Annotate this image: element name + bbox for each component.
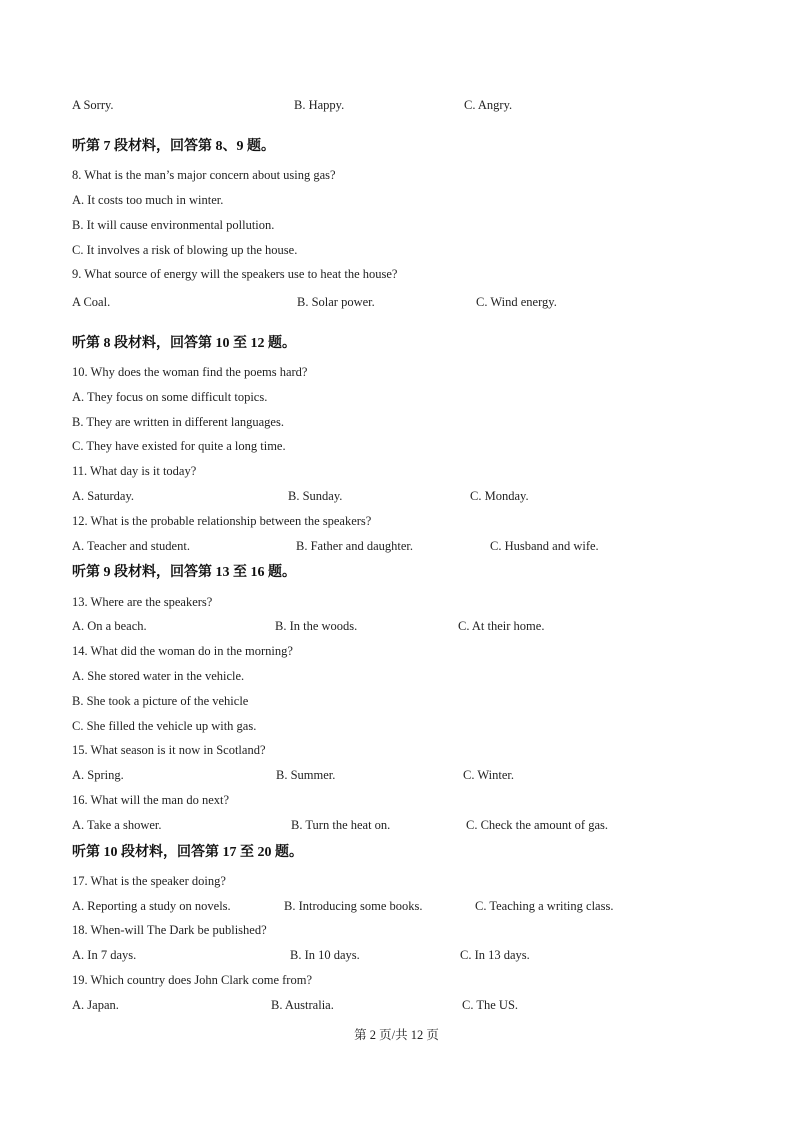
question-10: 10. Why does the woman find the poems hard? — [72, 365, 308, 379]
q8-option-c: C. It involves a risk of blowing up the house. — [72, 243, 298, 257]
q11-option-c: C. Monday. — [470, 489, 529, 503]
q13-option-c: C. At their home. — [458, 619, 545, 633]
q12-option-a: A. Teacher and student. — [72, 539, 190, 553]
q9-option-c: C. Wind energy. — [476, 295, 557, 309]
question-11: 11. What day is it today? — [72, 464, 197, 478]
q16-option-c: C. Check the amount of gas. — [466, 818, 608, 832]
question-18: 18. When-will The Dark be published? — [72, 923, 267, 937]
q14-option-b: B. She took a picture of the vehicle — [72, 694, 249, 708]
q19-option-c: C. The US. — [462, 998, 519, 1012]
q18-option-a: A. In 7 days. — [72, 948, 137, 962]
q17-option-a: A. Reporting a study on novels. — [72, 899, 231, 913]
q7-option-b: B. Happy. — [294, 98, 345, 112]
section-heading-7: 听第 7 段材料，回答第 8、9 题。 — [72, 139, 275, 154]
section-heading-9: 听第 9 段材料，回答第 13 至 16 题。 — [72, 565, 296, 580]
q12-option-c: C. Husband and wife. — [490, 539, 599, 553]
q7-option-a: A Sorry. — [72, 98, 114, 112]
q13-option-b: B. In the woods. — [275, 619, 358, 633]
q16-option-b: B. Turn the heat on. — [291, 818, 391, 832]
q17-option-c: C. Teaching a writing class. — [475, 899, 614, 913]
section-heading-10: 听第 10 段材料，回答第 17 至 20 题。 — [72, 845, 303, 860]
question-15: 15. What season is it now in Scotland? — [72, 743, 266, 757]
q11-option-b: B. Sunday. — [288, 489, 343, 503]
page-number-footer: 第 2 页/共 12 页 — [354, 1028, 439, 1042]
q7-option-c: C. Angry. — [464, 98, 513, 112]
q12-option-b: B. Father and daughter. — [296, 539, 413, 553]
question-16: 16. What will the man do next? — [72, 793, 230, 807]
q19-option-b: B. Australia. — [271, 998, 334, 1012]
q9-option-a: A Coal. — [72, 295, 111, 309]
q14-option-a: A. She stored water in the vehicle. — [72, 669, 245, 683]
question-8: 8. What is the man’s major concern about using gas? — [72, 168, 336, 182]
q10-option-a: A. They focus on some difficult topics. — [72, 390, 268, 404]
q9-option-b: B. Solar power. — [297, 295, 375, 309]
section-heading-8: 听第 8 段材料，回答第 10 至 12 题。 — [72, 336, 296, 351]
question-9: 9. What source of energy will the speakers use to heat the house? — [72, 267, 398, 281]
question-13: 13. Where are the speakers? — [72, 595, 213, 609]
q10-option-c: C. They have existed for quite a long time. — [72, 439, 286, 453]
q18-option-c: C. In 13 days. — [460, 948, 530, 962]
question-12: 12. What is the probable relationship between the speakers? — [72, 514, 372, 528]
q8-option-b: B. It will cause environmental pollution. — [72, 218, 275, 232]
question-14: 14. What did the woman do in the morning? — [72, 644, 293, 658]
q10-option-b: B. They are written in different languages. — [72, 415, 284, 429]
q18-option-b: B. In 10 days. — [290, 948, 360, 962]
q11-option-a: A. Saturday. — [72, 489, 135, 503]
question-17: 17. What is the speaker doing? — [72, 874, 226, 888]
q19-option-a: A. Japan. — [72, 998, 119, 1012]
q13-option-a: A. On a beach. — [72, 619, 147, 633]
q17-option-b: B. Introducing some books. — [284, 899, 423, 913]
q15-option-c: C. Winter. — [463, 768, 515, 782]
q16-option-a: A. Take a shower. — [72, 818, 162, 832]
q15-option-a: A. Spring. — [72, 768, 124, 782]
q8-option-a: A. It costs too much in winter. — [72, 193, 224, 207]
q14-option-c: C. She filled the vehicle up with gas. — [72, 719, 257, 733]
q15-option-b: B. Summer. — [276, 768, 336, 782]
question-19: 19. Which country does John Clark come from? — [72, 973, 312, 987]
